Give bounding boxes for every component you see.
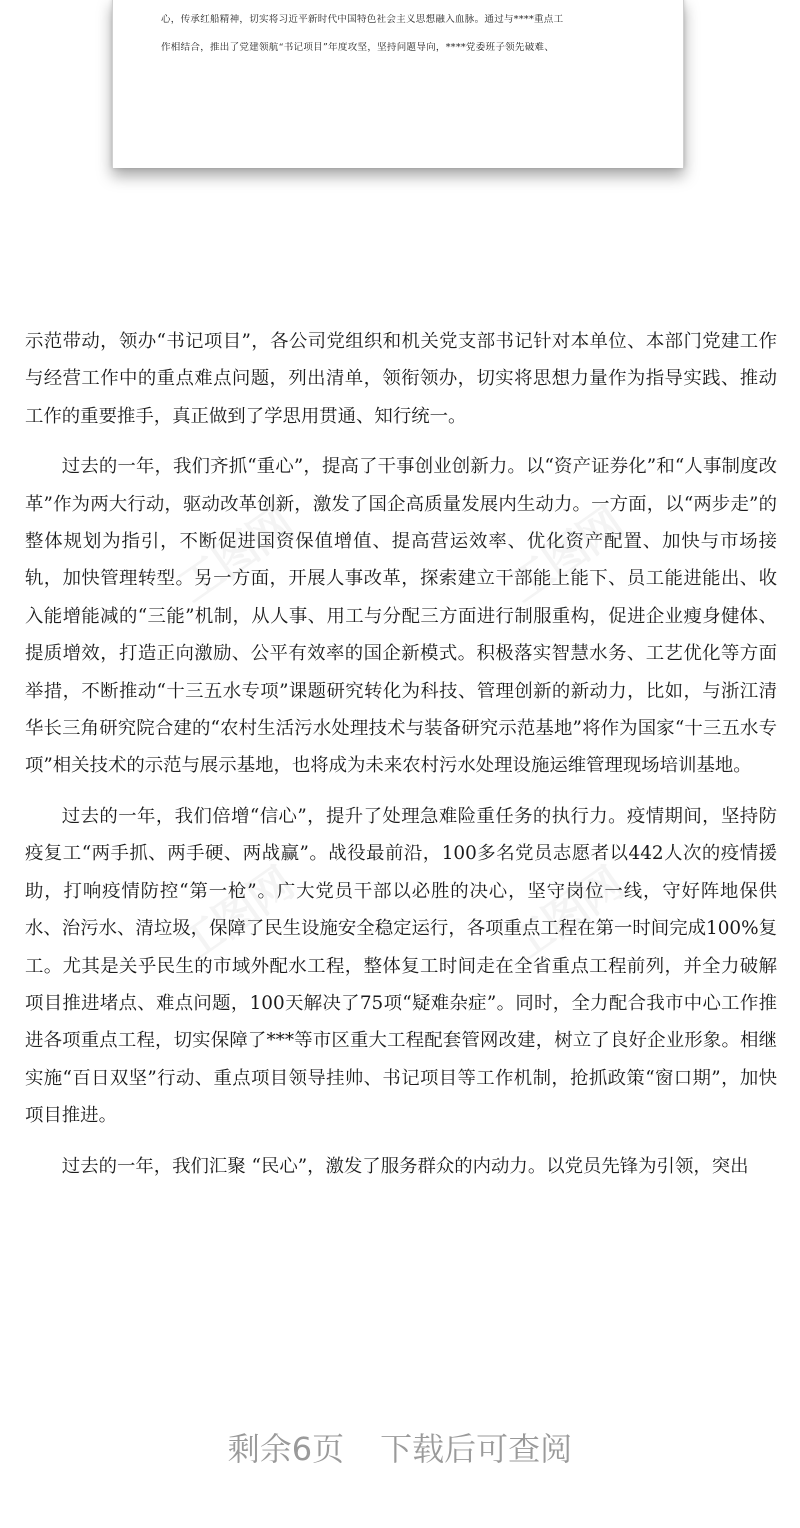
- remaining-pages-label: 剩余6页: [227, 1430, 345, 1468]
- paragraph-3: 过去的一年，我们倍增“信心”，提升了处理急难险重任务的执行力。疫情期间，坚持防疫复工“两手抓、两手硬、两战赢”。战役最前沿，100多名党员志愿者以442人次的疫情援助，打响疫情防控“第一枪”。广大党员干部以必胜的决心，坚守岗位一线，守好阵地保供水、治污水、清垃圾，保障了民生设施安全稳定运行，各项重点工程在第一时间完成100%复工。尤其是关乎民生的市域外配水工程，整体复工时间走在全省重点工程前列，并全力破解项目推进堵点、难点问题，100天解决了75项“疑难杂症”。同时，全力配合我市中心工作推进各项重点工程，切实保障了***等市区重大工程配套管网改建，树立了良好企业形象。相继实施“百日双坚”行动、重点项目领导挂帅、书记项目等工作机制，抢抓政策“窗口期”，加快项目推进。: [25, 805, 777, 1127]
- preview-line-1: 心，传承红船精神，切实将习近平新时代中国特色社会主义思想融入血脉。通过与****重点工: [161, 14, 564, 25]
- preview-line-2: 作相结合，推出了党建领航“书记项目”年度攻坚，坚持问题导向，****党委班子领先破难、: [161, 42, 555, 53]
- document-body: [25, 323, 777, 1185]
- download-to-view-label: 下载后可查阅: [380, 1430, 573, 1468]
- paragraph-1: 示范带动，领办“书记项目”，各公司党组织和机关党支部书记针对本单位、本部门党建工作与经营工作中的重点难点问题，列出清单，领衔领办，切实将思想力量作为指导实践、推动工作的重要推手，真正做到了学思用贯通、知行统一。: [25, 331, 777, 427]
- preview-page-card: [112, 0, 684, 168]
- page-preview: [0, 0, 800, 200]
- paragraph-2: 过去的一年，我们齐抓“重心”，提高了干事创业创新力。以“资产证券化”和“人事制度改革”作为两大行动，驱动改革创新，激发了国企高质量发展内生动力。一方面，以“两步走”的整体规划为指引，不断促进国资保值增值、提高营运效率、优化资产配置、加快与市场接轨，加快管理转型。另一方面，开展人事改革，探索建立干部能上能下、员工能进能出、收入能增能减的“三能”机制，从人事、用工与分配三方面进行制服重构，促进企业瘦身健体、提质增效，打造正向激励、公平有效率的国企新模式。积极落实智慧水务、工艺优化等方面举措，不断推动“十三五水专项”课题研究转化为科技、管理创新的新动力，比如，与浙江清华长三角研究院合建的“农村生活污水处理技术与装备研究示范基地”将作为国家“十三五水专项”相关技术的示范与展示基地，也将成为未来农村污水处理设施运维管理现场培训基地。: [25, 456, 777, 777]
- paragraph-4: 过去的一年，我们汇聚 “民心”，激发了服务群众的内动力。以党员先锋为引领，突出: [61, 1155, 749, 1177]
- download-prompt[interactable]: [0, 1424, 800, 1470]
